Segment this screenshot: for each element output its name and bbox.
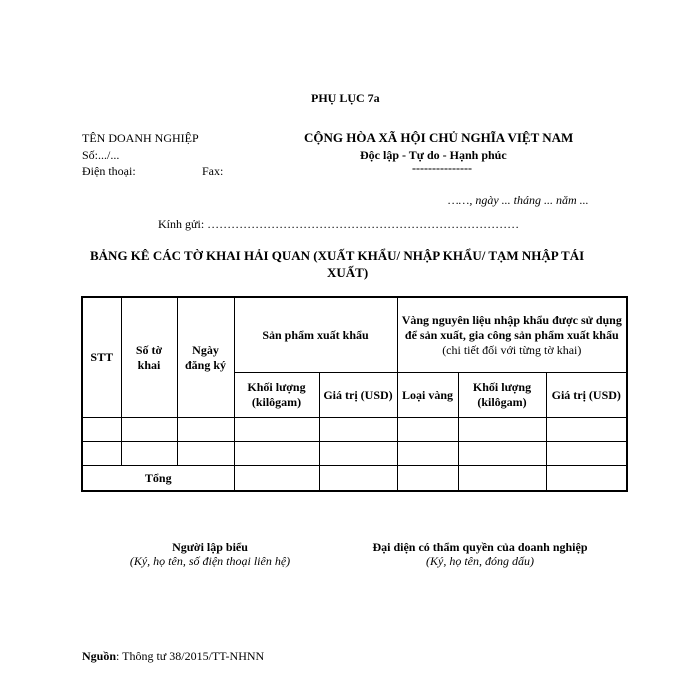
table-cell bbox=[546, 466, 627, 492]
representative-note: (Ký, họ tên, đóng dấu) bbox=[426, 554, 534, 568]
table-cell bbox=[458, 418, 546, 442]
fax-label: Fax: bbox=[202, 164, 224, 178]
table-row bbox=[82, 442, 627, 466]
table-cell bbox=[234, 442, 319, 466]
recipient-line: Kính gửi: …………………………………………………………………… bbox=[158, 217, 520, 231]
source-line bbox=[82, 649, 264, 664]
customs-declaration-table bbox=[81, 296, 628, 492]
report-title-line2: XUẤT) bbox=[327, 265, 369, 280]
imported-gold-group-note: (chi tiết đối với từng tờ khai) bbox=[442, 342, 582, 357]
table-cell bbox=[121, 442, 177, 466]
table-cell bbox=[458, 466, 546, 492]
table-cell bbox=[397, 418, 458, 442]
export-value-header: Giá trị (USD) bbox=[319, 373, 397, 418]
appendix-title: PHỤ LỤC 7a bbox=[311, 91, 380, 105]
table-cell bbox=[319, 466, 397, 492]
table-cell bbox=[458, 442, 546, 466]
republic-heading: CỘNG HÒA XÃ HỘI CHỦ NGHĨA VIỆT NAM bbox=[304, 130, 574, 145]
table-cell bbox=[546, 418, 627, 442]
col-stt-header: STT bbox=[82, 297, 121, 418]
table-cell bbox=[397, 466, 458, 492]
source-label: Nguồn bbox=[82, 649, 117, 663]
col-declaration-number-header: Số tờ khai bbox=[121, 297, 177, 418]
preparer-title: Người lập biểu bbox=[172, 540, 248, 554]
gold-value-header: Giá trị (USD) bbox=[546, 373, 627, 418]
export-weight-header: Khối lượng (kilôgam) bbox=[234, 373, 319, 418]
preparer-note: (Ký, họ tên, số điện thoại liên hệ) bbox=[129, 554, 291, 568]
export-products-group-header: Sản phẩm xuất khẩu bbox=[234, 297, 397, 373]
table-cell bbox=[177, 442, 234, 466]
document-number: Số:.../... bbox=[82, 148, 120, 162]
source-text: : Thông tư 38/2015/TT-NHNN bbox=[116, 649, 265, 663]
table-cell bbox=[177, 418, 234, 442]
imported-gold-group-title: Vàng nguyên liệu nhập khẩu được sử dụng để sản xuất, gia công sản phẩm xuất khẩu bbox=[401, 312, 622, 342]
table-cell bbox=[397, 442, 458, 466]
total-row bbox=[82, 466, 627, 492]
imported-gold-group-header bbox=[397, 297, 627, 373]
table-row bbox=[82, 418, 627, 442]
table-cell bbox=[121, 418, 177, 442]
table-cell bbox=[319, 418, 397, 442]
col-registration-date-header: Ngày đăng ký bbox=[177, 297, 234, 418]
date-line: ……, ngày ... tháng ... năm ... bbox=[448, 193, 589, 207]
representative-title: Đại diện có thẩm quyền của doanh nghiệp bbox=[372, 540, 588, 554]
table-cell bbox=[234, 466, 319, 492]
motto-underline: --------------- bbox=[412, 161, 472, 175]
table-cell bbox=[319, 442, 397, 466]
table-cell bbox=[546, 442, 627, 466]
table-cell bbox=[82, 442, 121, 466]
table-cell bbox=[234, 418, 319, 442]
total-label: Tổng bbox=[82, 466, 234, 492]
report-title-line1: BẢNG KÊ CÁC TỜ KHAI HẢI QUAN (XUẤT KHẨU/ NHẬP KHẨU/ TẠM NHẬP TÁI bbox=[90, 248, 585, 263]
phone-label: Điện thoại: bbox=[82, 164, 136, 178]
gold-weight-header: Khối lượng (kilôgam) bbox=[458, 373, 546, 418]
gold-type-header: Loại vàng bbox=[397, 373, 458, 418]
national-motto: Độc lập - Tự do - Hạnh phúc bbox=[360, 148, 507, 162]
table-cell bbox=[82, 418, 121, 442]
company-name: TÊN DOANH NGHIỆP bbox=[82, 131, 199, 145]
